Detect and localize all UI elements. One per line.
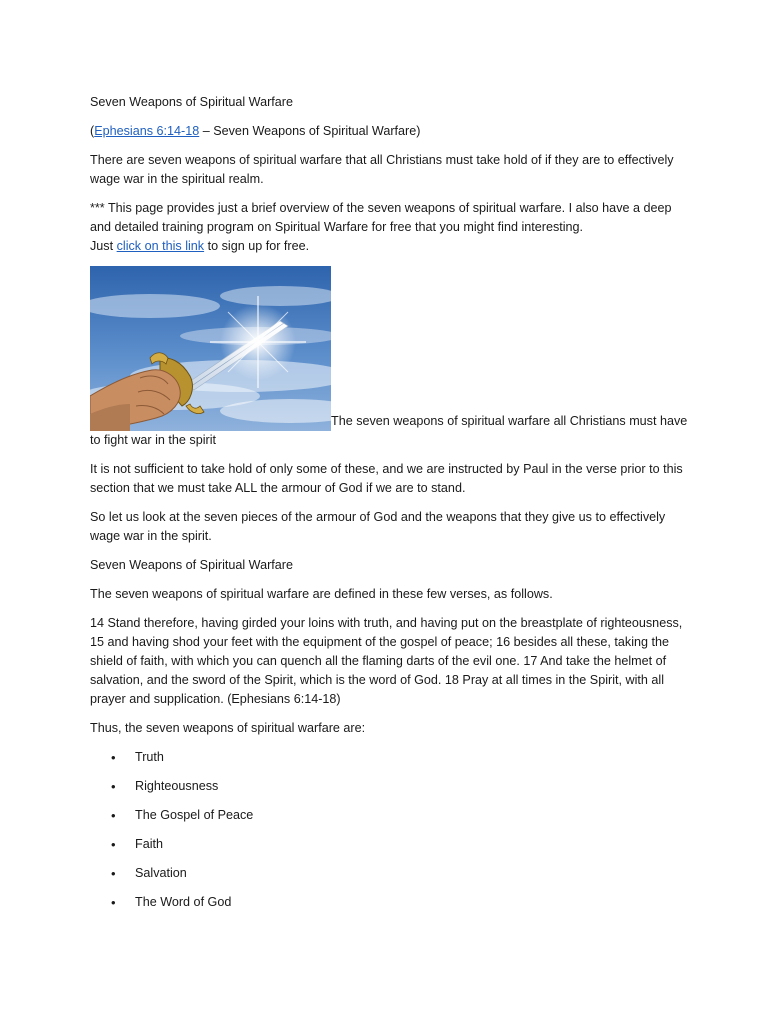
document-body <box>90 93 690 922</box>
note-after: to sign up for free. <box>204 239 310 253</box>
image-with-caption <box>90 266 690 450</box>
list-item: • Salvation <box>135 864 690 883</box>
ref-open-paren: ( <box>90 124 95 138</box>
reference-line <box>90 122 690 141</box>
list-item: • The Word of God <box>135 893 690 912</box>
ref-rest: – Seven Weapons of Spiritual Warfare) <box>199 124 421 138</box>
signup-link[interactable]: click on this link <box>116 239 205 253</box>
list-intro: Thus, the seven weapons of spiritual warfare are: <box>90 721 366 735</box>
page-title: Seven Weapons of Spiritual Warfare <box>90 95 294 109</box>
intro-paragraph: There are seven weapons of spiritual warfare that all Christians must take hold of if they are to effectively wage war in the spiritual realm. <box>90 153 674 186</box>
look-paragraph: So let us look at the seven pieces of the armour of God and the weapons that they give us to effectively wage war in the spirit. <box>90 510 666 543</box>
list-item: • Righteousness <box>135 777 690 796</box>
note-text: *** This page provides just a brief overview of the seven weapons of spiritual warfare. I also have a deep and detailed training program on Spiritual Warfare for free that you might find interesting. <box>90 201 672 234</box>
list-item: • The Gospel of Peace <box>135 806 690 825</box>
image-caption: The seven weapons of spiritual warfare all Christians must have to fight war in the spirit <box>90 414 688 447</box>
scripture-paragraph: 14 Stand therefore, having girded your loins with truth, and having put on the breastplate of righteousness, 15 and having shod your feet with the equipment of the gospel of peace; 16 besides all these, taking the shield of faith, with which you can quench all the flaming darts of the evil one. 17 And take the helmet of salvation, and the sword of the Spirit, which is the word of God. 18 Pray at all times in the Spirit, with all prayer and supplication. (Ephesians 6:14-18) <box>90 616 683 706</box>
ephesians-link[interactable]: Ephesians 6:14-18 <box>94 124 200 138</box>
section-subheading: Seven Weapons of Spiritual Warfare <box>90 558 294 572</box>
sword-sky-image <box>90 266 331 431</box>
armour-paragraph: It is not sufficient to take hold of only some of these, and we are instructed by Paul in the verse prior to this section that we must take ALL the armour of God if we are to stand. <box>90 462 683 495</box>
list-item: • Faith <box>135 835 690 854</box>
defined-paragraph: The seven weapons of spiritual warfare are defined in these few verses, as follows. <box>90 587 553 601</box>
note-just: Just <box>90 239 117 253</box>
note-paragraph <box>90 199 690 256</box>
list-item: • Truth <box>135 748 690 767</box>
weapons-list <box>90 748 690 912</box>
